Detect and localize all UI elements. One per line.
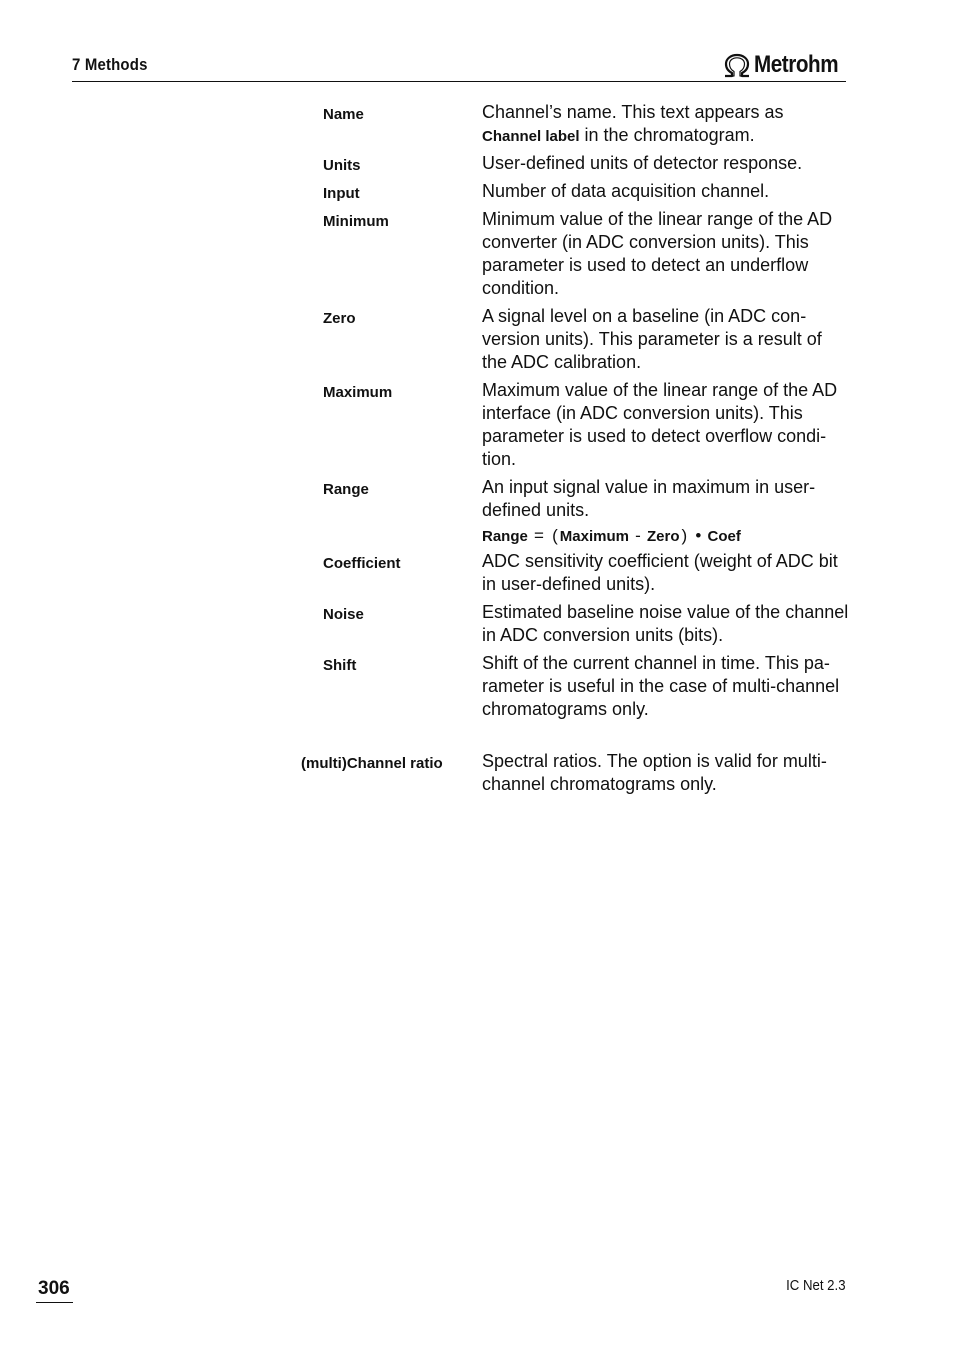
- brand-logo: [722, 50, 852, 80]
- definition-term: Coefficient: [323, 555, 401, 572]
- header-divider: [72, 81, 846, 82]
- definition-term: Input: [323, 185, 360, 202]
- definition-text: Spectral ratios. The option is valid for multi-channel chromatograms only.: [482, 751, 827, 794]
- definition-text: An input signal value in maximum in user-defined units. Range = ( Maximum - Zero ) • Coef: [482, 476, 850, 548]
- section-title: 7 Methods: [72, 55, 148, 74]
- omega-icon: [722, 52, 752, 78]
- range-formula: Range = ( Maximum - Zero ) • Coef: [482, 526, 741, 545]
- page-number: 306: [38, 1278, 70, 1299]
- definition-term: (multi)Channel ratio: [301, 755, 443, 772]
- definition-text: ADC sensitivity coefficient (weight of ADC bit in user-defined units).: [482, 551, 838, 594]
- definition-text: Shift of the current channel in time. This pa-rameter is useful in the case of multi-channel chromatograms only.: [482, 653, 840, 719]
- footer-product: IC Net 2.3: [786, 1277, 846, 1294]
- definition-term: Shift: [323, 657, 357, 674]
- definition-text: Channel’s name. This text appears as Channel label in the chromatogram.: [482, 102, 784, 145]
- definition-term: Noise: [323, 606, 364, 623]
- definition-term: Zero: [323, 310, 356, 327]
- definition-text: Minimum value of the linear range of the AD converter (in ADC conversion units). This parameter is used to detect an underflow condition.: [482, 209, 833, 298]
- definition-text: Number of data acquisition channel.: [482, 181, 770, 201]
- definition-term: Name: [323, 106, 364, 123]
- definition-text: A signal level on a baseline (in ADC con-version units). This parameter is a result of the ADC calibration.: [482, 306, 822, 372]
- page-number-underline: [36, 1302, 73, 1303]
- definition-text: User-defined units of detector response.: [482, 153, 803, 173]
- definition-text: Maximum value of the linear range of the AD interface (in ADC conversion units). This parameter is used to detect overflow condi-tion.: [482, 380, 838, 469]
- definition-term: Range: [323, 481, 369, 498]
- definition-text: Estimated baseline noise value of the channel in ADC conversion units (bits).: [482, 602, 849, 645]
- definition-term: Units: [323, 157, 361, 174]
- definition-term: Maximum: [323, 384, 393, 401]
- definition-term: Minimum: [323, 213, 389, 230]
- inline-term: Channel label: [482, 128, 580, 145]
- logo-text: Metrohm: [754, 51, 839, 78]
